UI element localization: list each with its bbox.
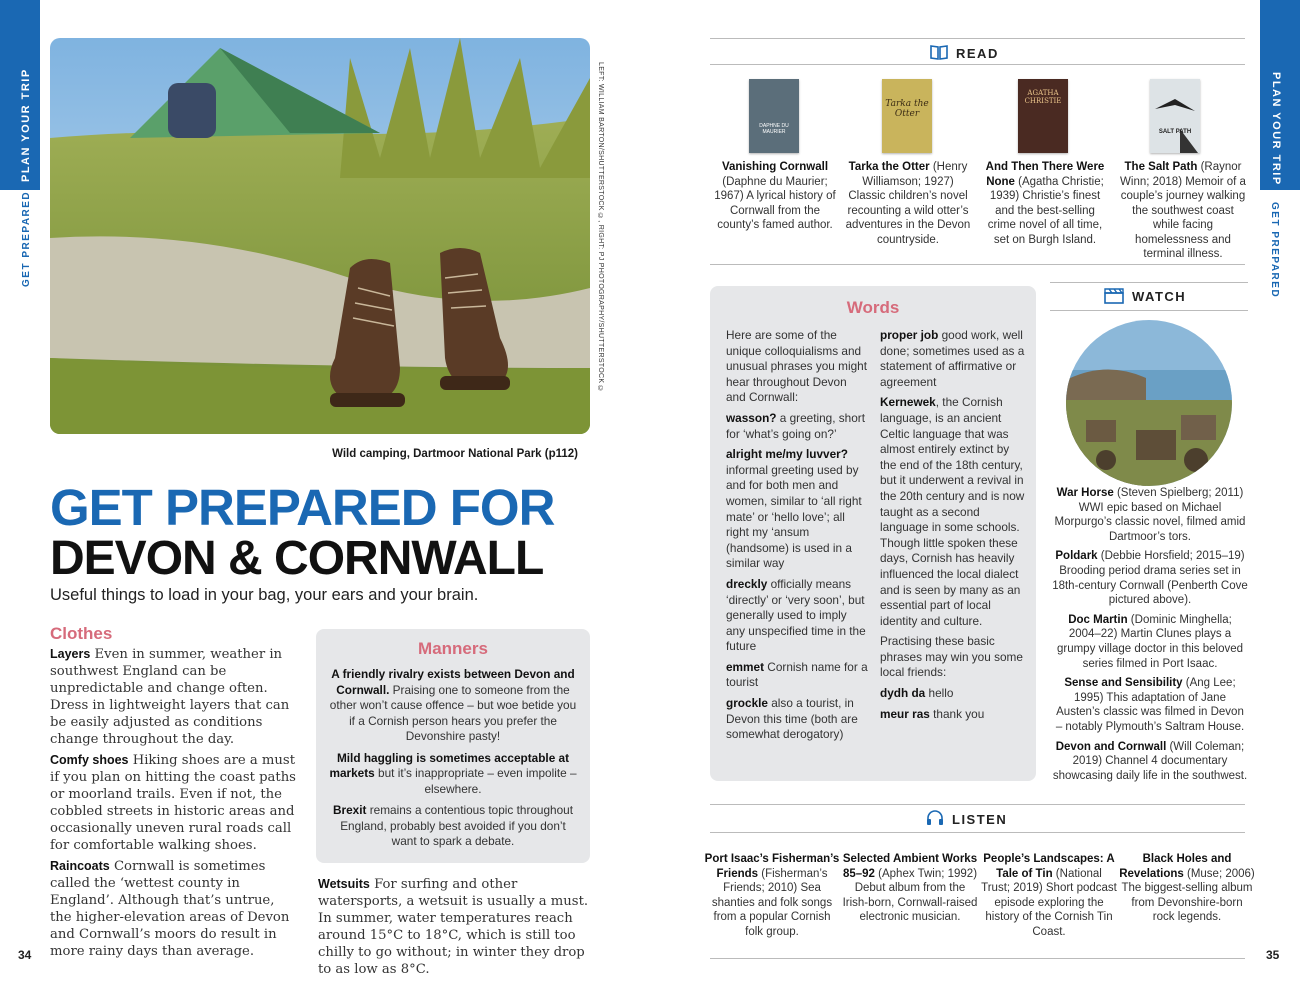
watch-entry: Sense and Sensibility (Ang Lee; 1995) This adaptation of Jane Austen’s classic was filmed in Devon – notably Plymouth’s Saltram House.: [1055, 677, 1245, 733]
read-bottom-rule: [710, 264, 1245, 265]
word-entry: alright me/my luvver? informal greeting used by and for both men and women, similar to ‘all right mate’ or ‘hello love’; all right my ‘ansum (handsome) is used in a similar way: [726, 447, 862, 571]
left-tab-label: PLAN YOUR TRIP: [20, 68, 32, 182]
watch-top-rule: [1050, 282, 1248, 283]
listen-entry: Selected Ambient Works 85–92 (Aphex Twin; 1992) Debut album from the Irish-born, Cornwall-raised electronic musician.: [842, 853, 978, 923]
word-entry: Practising these basic phrases may win you some local friends:: [880, 634, 1023, 680]
manners-box: [316, 629, 590, 863]
listen-heading: LISTEN: [952, 812, 1008, 827]
subtitle: Useful things to load in your bag, your ears and your brain.: [50, 586, 479, 604]
manners-heading: Manners: [418, 639, 488, 658]
book-cover-and-then-there-were-none: AGATHA CHRISTIE: [1018, 79, 1068, 153]
watch-list: [1052, 486, 1248, 788]
listen-header-rule: [710, 832, 1245, 833]
page-number-left: 34: [18, 948, 32, 962]
watch-entry: Devon and Cornwall (Will Coleman; 2019) Channel 4 documentary showcasing daily life in the southwest.: [1052, 740, 1248, 782]
clapperboard-icon: [1104, 288, 1124, 304]
wild-camping-photo: [50, 38, 590, 434]
watch-entry: Doc Martin (Dominic Minghella; 2004–22) Martin Clunes plays a grumpy village doctor in this beloved series filmed in Port Isaac.: [1056, 613, 1244, 670]
page-number-right: 35: [1266, 948, 1280, 962]
words-left-column: [726, 328, 868, 748]
headphones-icon: [926, 810, 944, 826]
clothes-item: Comfy shoes Hiking shoes are a must if you plan on hitting the coast paths or moorland trails. Even if not, the cobbled streets in historic areas and occasionally uneven rural roads call for comfortable walking shoes.: [50, 753, 296, 853]
clothes-list: [50, 646, 300, 964]
clothes-heading: Clothes: [50, 624, 113, 643]
watch-entry: Poldark (Debbie Horsfield; 2015–19) Brooding period drama series set in 18th-century Cornwall (Penberth Cove pictured above).: [1052, 550, 1248, 607]
watch-heading: WATCH: [1132, 289, 1187, 304]
listen-entry: People’s Landscapes: A Tale of Tin (National Trust; 2019) Short podcast episode exploring the history of the Cornish Tin Coast.: [981, 853, 1117, 938]
right-tab-label: PLAN YOUR TRIP: [1270, 72, 1282, 186]
book-entry: The Salt Path (Raynor Winn; 2018) Memoir of a couple’s journey walking the southwest coast while facing homelessness and terminal illness.: [1120, 161, 1246, 260]
read-heading: READ: [956, 46, 999, 61]
word-entry: grockle also a tourist, in Devon this time (both are somewhat derogatory): [726, 696, 858, 742]
photo-caption: Wild camping, Dartmoor National Park (p112): [332, 448, 578, 460]
words-box: [710, 286, 1036, 781]
word-entry: proper job good work, well done; sometimes used as a statement of affirmative or agreement: [880, 328, 1025, 389]
open-book-icon: [930, 44, 948, 60]
manners-item: Mild haggling is sometimes acceptable at markets but it’s inappropriate – even impolite – elsewhere.: [329, 750, 577, 796]
photo-credit: LEFT: WILLIAM BARTON/SHUTTERSTOCK ©, RIGHT: PJ PHOTOGRAPHY/SHUTTERSTOCK ©: [597, 62, 604, 393]
listen-entry: Black Holes and Revelations (Muse; 2006) The biggest-selling album from Devonshire-born rock legends.: [1119, 853, 1255, 923]
word-entry: emmet Cornish name for a tourist: [726, 659, 868, 690]
listen-top-rule: [710, 804, 1245, 805]
words-heading: Words: [846, 298, 900, 317]
clothes-item: Raincoats Cornwall is sometimes called the ‘wettest county in England’. Although that’s untrue, the higher-elevation areas of Devon and Cornwall’s moors do result in more rainy days than average.: [50, 859, 290, 959]
right-tab-sublabel: GET PREPARED: [1269, 202, 1280, 299]
watch-header-rule: [1050, 310, 1248, 311]
clothes-item: Layers Even in summer, weather in southwest England can be unpredictable and change often. Dress in lightweight layers that can be easily adjusted as conditions change throughout the day.: [50, 647, 290, 747]
title-line-2: DEVON & CORNWALL: [50, 532, 544, 585]
left-tab-sublabel: GET PREPARED: [21, 190, 32, 287]
word-entry: wasson? a greeting, short for ‘what’s going on?’: [726, 410, 866, 441]
manners-item: A friendly rivalry exists between Devon and Cornwall. Praising one to someone from the other won’t cause offence – but woe betide you if a Cornish person hears you prefer the Devonshire pasty!: [329, 667, 577, 743]
book-cover-the-salt-path: SALT PATH: [1150, 79, 1200, 153]
read-top-rule: [710, 38, 1245, 39]
book-entry: Tarka the Otter (Henry Williamson; 1927) Classic children’s novel recounting a wild otter’s adventures in the Devon countryside.: [845, 161, 971, 246]
word-entry: meur ras thank you: [880, 706, 985, 721]
book-cover-vanishing-cornwall: DAPHNE DU MAURIER: [749, 79, 799, 153]
read-header-rule: [710, 64, 1245, 65]
penberth-cove-photo: [1066, 320, 1232, 486]
word-entry: Kernewek, the Cornish language, is an ancient Celtic language that was almost entirely extinct by the end of the 18th century, but it underwent a revival in the 20th century and is now taught as a second language in some schools. Though little spoken these days, Cornish has heavily influenced the local dialect and is seen by many as an essential part of local identity and culture.: [880, 395, 1025, 628]
words-right-column: [880, 328, 1028, 727]
wetsuits-paragraph: Wetsuits For surfing and other watersports, a wetsuit is usually a must. In summer, water temperatures reach around 15°C to 18°C, which is still too chilly to go without; in winter they drop to as low as 8°C.: [318, 877, 589, 977]
title-line-1: GET PREPARED FOR: [50, 479, 555, 536]
word-entry: dreckly officially means ‘directly’ or ‘very soon’, but generally used to imply any unspecified time in the future: [726, 576, 866, 654]
book-entry: And Then There Were None (Agatha Christie; 1939) Christie’s finest and the best-selling crime novel of all time, set on Burgh Island.: [985, 161, 1105, 246]
manners-list: [328, 667, 578, 856]
listen-bottom-rule: [710, 958, 1245, 959]
words-intro: Here are some of the unique colloquialisms and unusual phrases you might hear throughout Devon and Cornwall:: [726, 328, 867, 405]
listen-entry: Port Isaac’s Fisherman’s Friends (Fisherman’s Friends; 2010) Sea shanties and folk songs from a popular Cornish folk group.: [704, 853, 840, 938]
book-entry: Vanishing Cornwall (Daphne du Maurier; 1967) A lyrical history of Cornwall from the county’s famed author.: [714, 161, 836, 231]
manners-item: Brexit remains a contentious topic throughout England, probably best avoided if you don’t want to spark a debate.: [332, 803, 574, 848]
book-cover-tarka-the-otter: Tarka the Otter: [882, 79, 932, 153]
watch-entry: War Horse (Steven Spielberg; 2011) WWI epic based on Michael Morpurgo’s classic novel, filmed amid Dartmoor’s tors.: [1054, 487, 1246, 543]
word-entry: dydh da hello: [880, 686, 954, 701]
